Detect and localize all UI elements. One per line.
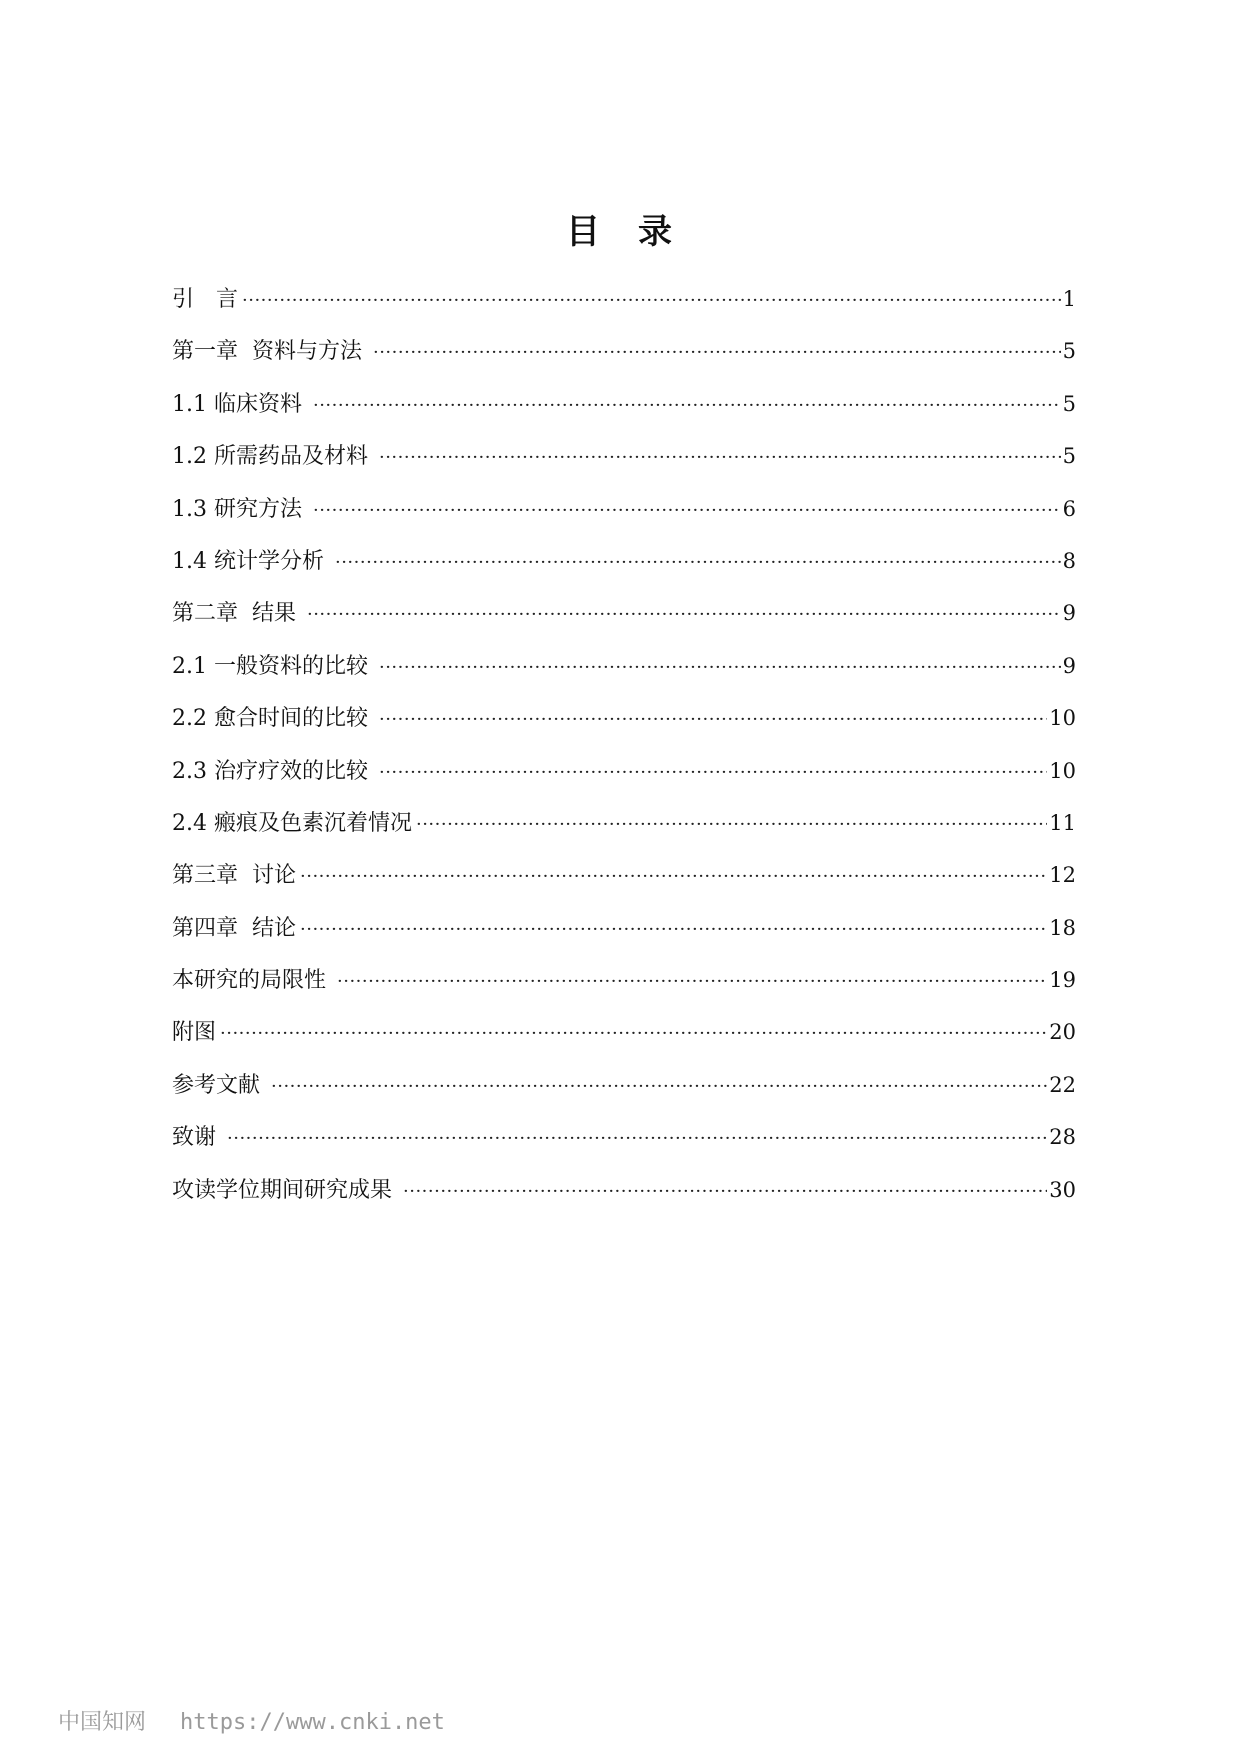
- toc-entry-label: 致谢: [172, 1125, 223, 1151]
- page-title: [0, 204, 1240, 253]
- toc-entry-1-2[interactable]: [172, 441, 1076, 493]
- toc-entry-chapter-2[interactable]: [172, 598, 1076, 650]
- toc-entry-label: 2.2 愈合时间的比较: [172, 706, 375, 732]
- toc-dot-leader: [300, 862, 1047, 892]
- toc-entry-page: 28: [1049, 1125, 1076, 1150]
- toc-entry-page: 5: [1062, 339, 1076, 364]
- toc-entry-page: 9: [1062, 601, 1076, 626]
- toc-entry-label: 1.3 研究方法: [172, 496, 309, 522]
- toc-dot-leader: [220, 1019, 1047, 1049]
- toc-entry-introduction[interactable]: [172, 284, 1076, 336]
- toc-entry-label: 1.2 所需药品及材料: [172, 444, 375, 470]
- toc-dot-leader: [271, 1072, 1047, 1102]
- table-of-contents: [172, 284, 1076, 1227]
- toc-entry-acknowledgements[interactable]: [172, 1122, 1076, 1174]
- toc-entry-page: 1: [1062, 287, 1076, 311]
- toc-entry-label: 攻读学位期间研究成果: [172, 1177, 399, 1203]
- toc-entry-page: 20: [1049, 1020, 1076, 1045]
- toc-dot-leader: [300, 915, 1047, 945]
- toc-entry-limitations[interactable]: [172, 965, 1076, 1017]
- toc-entry-page: 9: [1062, 653, 1076, 678]
- toc-entry-label: 第二章 结果: [172, 601, 303, 627]
- toc-dot-leader: [416, 810, 1047, 840]
- toc-dot-leader: [379, 705, 1047, 735]
- toc-entry-chapter-4[interactable]: [172, 913, 1076, 965]
- toc-entry-label: 2.1 一般资料的比较: [172, 653, 375, 679]
- toc-entry-page: 8: [1062, 548, 1076, 573]
- toc-entry-label: 2.4 瘢痕及色素沉着情况: [172, 810, 412, 836]
- toc-entry-label: 附图: [172, 1020, 217, 1046]
- toc-dot-leader: [335, 548, 1061, 578]
- toc-dot-leader: [379, 758, 1047, 788]
- toc-dot-leader: [307, 600, 1061, 630]
- toc-entry-label: 第一章 资料与方法: [172, 339, 369, 365]
- cnki-watermark: [44, 1680, 445, 1736]
- toc-dot-leader: [313, 496, 1061, 526]
- toc-dot-leader: [227, 1124, 1047, 1154]
- page-title-char-2: 录: [638, 212, 674, 252]
- toc-entry-chapter-1[interactable]: [172, 336, 1076, 388]
- toc-entry-label: 参考文献: [172, 1072, 267, 1098]
- toc-entry-label: 第三章 讨论: [172, 863, 296, 889]
- toc-dot-leader: [403, 1177, 1047, 1207]
- toc-entry-publications[interactable]: [172, 1175, 1076, 1227]
- toc-entry-2-1[interactable]: [172, 651, 1076, 703]
- toc-entry-page: 5: [1062, 444, 1076, 469]
- toc-entry-page: 22: [1049, 1072, 1076, 1097]
- toc-entry-page: 11: [1049, 810, 1076, 835]
- watermark-url: https://www.cnki.net: [180, 1710, 445, 1735]
- toc-entry-page: 18: [1049, 915, 1076, 940]
- toc-dot-leader: [313, 391, 1061, 421]
- toc-entry-label: 本研究的局限性: [172, 968, 333, 994]
- toc-entry-label: 2.3 治疗疗效的比较: [172, 758, 375, 784]
- toc-entry-2-2[interactable]: [172, 703, 1076, 755]
- watermark-brand: 中国知网: [58, 1710, 147, 1735]
- toc-entry-page: 6: [1062, 496, 1076, 521]
- toc-entry-page: 19: [1049, 968, 1076, 993]
- toc-entry-chapter-3[interactable]: [172, 860, 1076, 912]
- toc-dot-leader: [379, 443, 1061, 473]
- toc-entry-label: 第四章 结论: [172, 915, 296, 941]
- toc-dot-leader: [242, 286, 1061, 316]
- toc-entry-page: 5: [1062, 391, 1076, 416]
- page-title-char-1: 目: [566, 212, 602, 252]
- toc-entry-page: 10: [1049, 758, 1076, 783]
- toc-entry-page: 10: [1049, 706, 1076, 731]
- toc-dot-leader: [379, 653, 1061, 683]
- toc-entry-2-4[interactable]: [172, 808, 1076, 860]
- toc-entry-2-3[interactable]: [172, 756, 1076, 808]
- toc-entry-figures[interactable]: [172, 1017, 1076, 1069]
- toc-entry-1-1[interactable]: [172, 389, 1076, 441]
- toc-dot-leader: [373, 338, 1061, 368]
- toc-entry-page: 12: [1049, 863, 1076, 888]
- toc-entry-label: 1.4 统计学分析: [172, 548, 331, 574]
- toc-entry-references[interactable]: [172, 1070, 1076, 1122]
- toc-entry-label: 引 言: [172, 287, 239, 312]
- toc-entry-1-3[interactable]: [172, 494, 1076, 546]
- toc-dot-leader: [337, 967, 1047, 997]
- toc-entry-label: 1.1 临床资料: [172, 391, 309, 417]
- toc-entry-1-4[interactable]: [172, 546, 1076, 598]
- toc-entry-page: 30: [1049, 1177, 1076, 1202]
